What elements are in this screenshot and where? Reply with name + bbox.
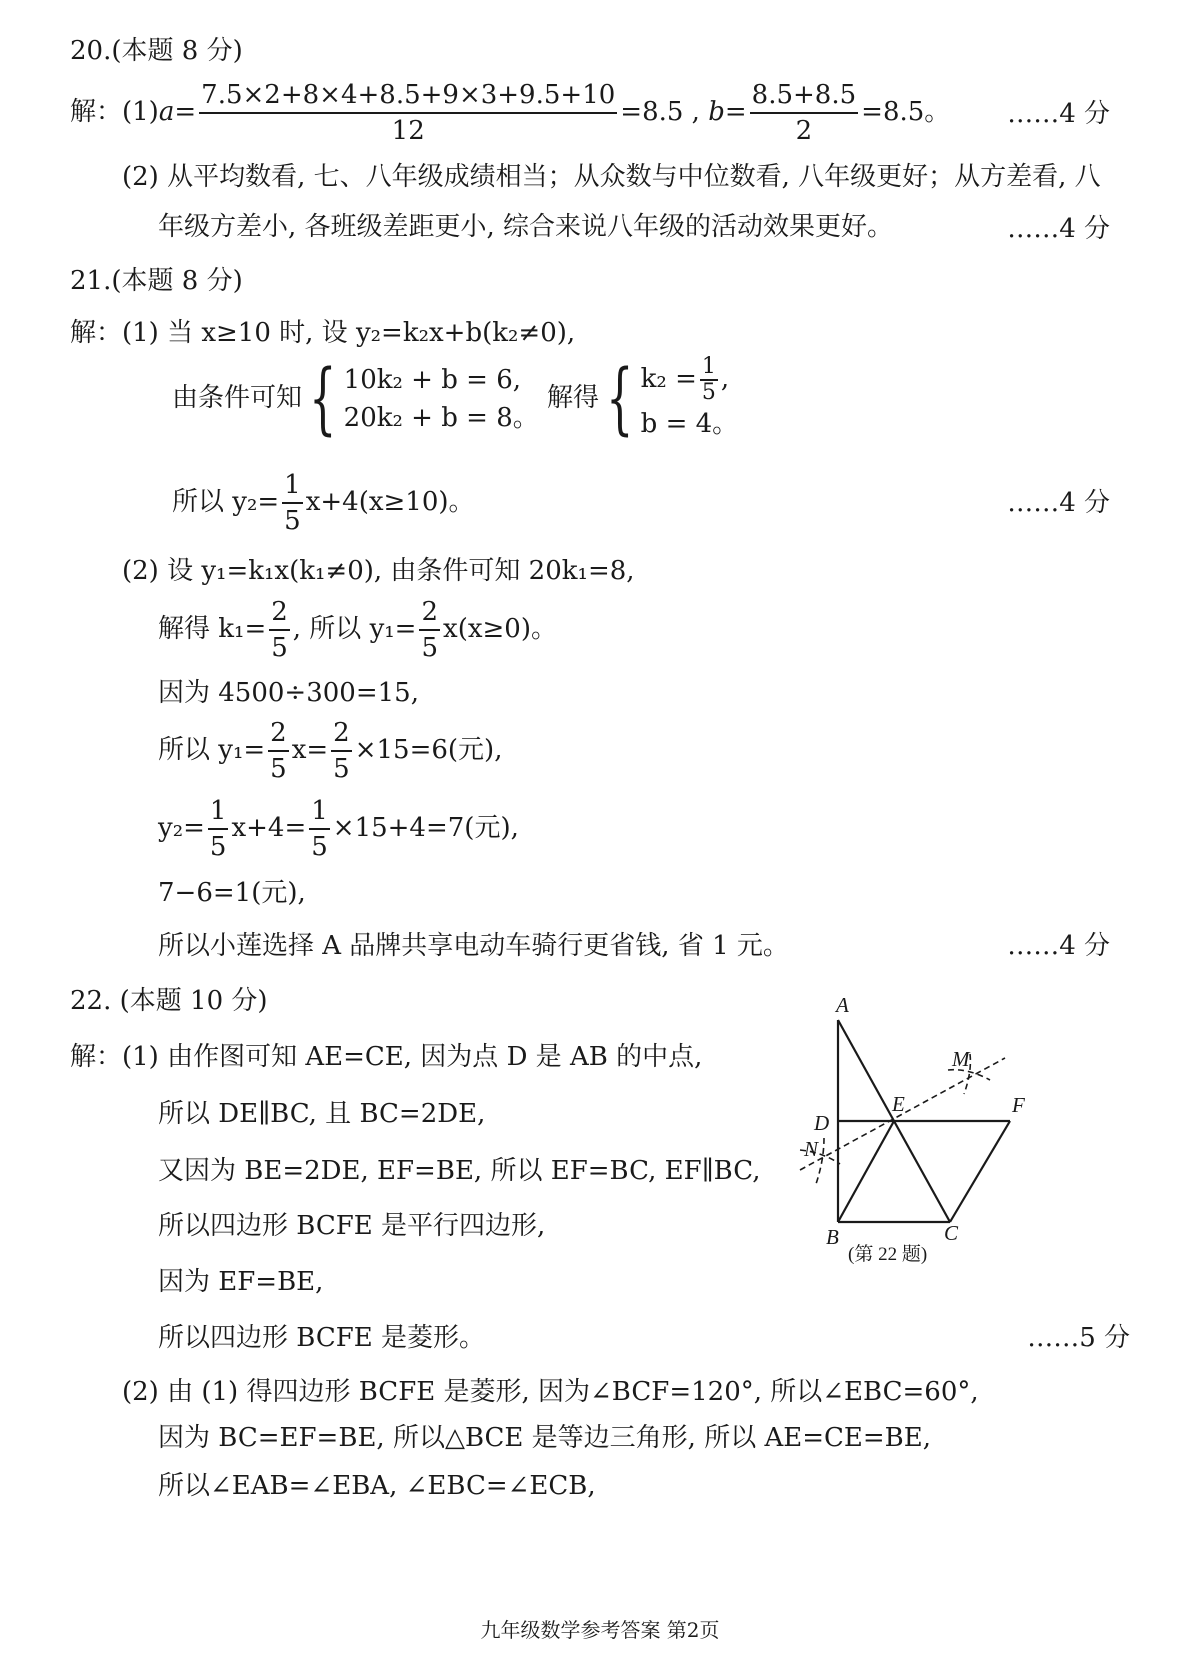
label-B: B bbox=[826, 1225, 839, 1249]
q21-line3-pre: 所以 y₂= bbox=[172, 487, 280, 517]
sys2-numerator: 1 bbox=[701, 354, 716, 379]
a-result: =8.5 , bbox=[620, 97, 700, 127]
q22-line6: 所以四边形 BCFE 是菱形。 bbox=[158, 1323, 486, 1353]
var-a: a bbox=[158, 97, 175, 127]
a-denominator: 12 bbox=[199, 112, 617, 148]
q21-line7-mid: x= bbox=[291, 735, 329, 765]
q21-score-2: ……4 分 bbox=[1007, 931, 1110, 961]
q21-line9: 7−6=1(元), bbox=[158, 878, 306, 908]
q21-line10: 所以小莲选择 A 品牌共享电动车骑行更省钱, 省 1 元。 bbox=[158, 931, 789, 961]
q21-line8-frac2 bbox=[309, 794, 330, 864]
q21-line5-num1: 2 bbox=[271, 597, 288, 627]
q20-score-2: ……4 分 bbox=[1007, 214, 1110, 244]
q21-line5-den2: 5 bbox=[419, 629, 440, 665]
label-N: N bbox=[804, 1137, 819, 1161]
q21-line8 bbox=[158, 794, 519, 864]
q21-line7-den2: 5 bbox=[331, 750, 352, 786]
sys2-eq-a-lhs: k₂ = bbox=[640, 364, 697, 394]
label-F: F bbox=[1012, 1093, 1025, 1117]
q21-line7-frac1 bbox=[268, 716, 289, 786]
q21-line8-den1: 5 bbox=[208, 828, 229, 864]
q21-system-mid: 解得 bbox=[547, 383, 600, 413]
b-numerator: 8.5+8.5 bbox=[751, 80, 857, 110]
label-E: E bbox=[892, 1092, 905, 1116]
q21-line1: 解：(1) 当 x≥10 时, 设 y₂=k₂x+b(k₂≠0), bbox=[70, 318, 576, 348]
q21-line7-frac2 bbox=[331, 716, 352, 786]
a-numerator: 7.5×2+8×4+8.5+9×3+9.5+10 bbox=[201, 80, 616, 110]
q21-line3-den: 5 bbox=[282, 502, 303, 538]
q21-line6: 因为 4500÷300=15, bbox=[158, 678, 419, 708]
q21-line3-post: x+4(x≥10)。 bbox=[305, 487, 475, 517]
equals-sign-b: = bbox=[724, 97, 747, 127]
q21-line7-num1: 2 bbox=[270, 718, 287, 748]
equals-sign: = bbox=[174, 97, 197, 127]
sys2-eq-a bbox=[640, 354, 730, 405]
segment-CF bbox=[950, 1121, 1010, 1222]
q21-line5-mid: , 所以 y₁= bbox=[292, 614, 417, 644]
q22-figure bbox=[780, 990, 1070, 1280]
q21-line8-num1: 1 bbox=[209, 796, 227, 826]
q21-line7 bbox=[158, 716, 502, 786]
q22-line2: 所以 DE∥BC, 且 BC=2DE, bbox=[158, 1099, 486, 1129]
q21-line3-fraction bbox=[282, 468, 303, 538]
q21-line3 bbox=[172, 468, 475, 538]
q20-title: 20.(本题 8 分) bbox=[70, 36, 243, 66]
q20-part2-line1: (2) 从平均数看, 七、八年级成绩相当；从众数与中位数看, 八年级更好；从方差看, 八 bbox=[122, 162, 1101, 192]
q21-line7-pre: 所以 y₁= bbox=[158, 735, 266, 765]
q21-line4: (2) 设 y₁=k₁x(k₁≠0), 由条件可知 20k₁=8, bbox=[122, 556, 635, 586]
q21-line8-pre: y₂= bbox=[158, 813, 205, 843]
q21-system-line bbox=[172, 355, 738, 443]
q22-title: 22. (本题 10 分) bbox=[70, 986, 268, 1016]
q21-line8-post: ×15+4=7(元), bbox=[332, 813, 519, 843]
q21-line7-post: ×15=6(元), bbox=[354, 735, 503, 765]
q21-line8-den2: 5 bbox=[309, 828, 330, 864]
figure-caption: (第 22 题) bbox=[848, 1244, 928, 1265]
q21-line5-den1: 5 bbox=[269, 629, 290, 665]
q22-line4: 所以四边形 BCFE 是平行四边形, bbox=[158, 1211, 546, 1241]
q20-part1-prefix: 解：(1) bbox=[70, 97, 159, 127]
q21-line7-den1: 5 bbox=[268, 750, 289, 786]
q21-line3-num: 1 bbox=[284, 470, 301, 500]
q22-line8: 因为 BC=EF=BE, 所以△BCE 是等边三角形, 所以 AE=CE=BE, bbox=[158, 1423, 932, 1453]
sys1-eq-b: 20k₂ + b = 8。 bbox=[343, 403, 539, 433]
q20-part1 bbox=[70, 78, 950, 148]
q21-line8-mid: x+4= bbox=[231, 813, 307, 843]
label-D: D bbox=[814, 1111, 830, 1135]
q21-system-2 bbox=[641, 355, 739, 443]
var-b: b bbox=[708, 97, 725, 127]
q21-line7-num2: 2 bbox=[333, 718, 350, 748]
label-A: A bbox=[836, 993, 849, 1017]
q21-line5-pre: 解得 k₁= bbox=[158, 614, 267, 644]
q21-line5-frac2 bbox=[419, 595, 440, 665]
q21-line5 bbox=[158, 595, 557, 665]
sys1-eq-a: 10k₂ + b = 6, bbox=[343, 365, 521, 395]
sys2-denominator: 5 bbox=[701, 380, 716, 405]
q21-line8-frac1 bbox=[208, 794, 229, 864]
sys2-eq-b: b = 4。 bbox=[640, 409, 739, 439]
q21-line8-num2: 1 bbox=[311, 796, 328, 826]
label-M: M bbox=[952, 1047, 970, 1071]
q22-line7: (2) 由 (1) 得四边形 BCFE 是菱形, 因为∠BCF=120°, 所以∠EBC=60°, bbox=[122, 1377, 979, 1407]
q21-system-prefix: 由条件可知 bbox=[172, 383, 303, 413]
page-footer: 九年级数学参考答案 第2页 bbox=[480, 1618, 720, 1642]
q22-line5: 因为 EF=BE, bbox=[158, 1267, 324, 1297]
b-fraction bbox=[750, 78, 858, 148]
left-brace-2: { bbox=[606, 354, 634, 444]
q22-line1: 解：(1) 由作图可知 AE=CE, 因为点 D 是 AB 的中点, bbox=[70, 1042, 703, 1072]
q21-title: 21.(本题 8 分) bbox=[70, 266, 243, 296]
q22-line9: 所以∠EAB=∠EBA, ∠EBC=∠ECB, bbox=[158, 1471, 596, 1501]
sys2-eq-a-post: , bbox=[720, 364, 730, 394]
b-denominator: 2 bbox=[750, 112, 858, 148]
q20-part2-line2: 年级方差小, 各班级差距更小, 综合来说八年级的活动效果更好。 bbox=[158, 212, 894, 242]
q21-line5-post: x(x≥0)。 bbox=[443, 614, 557, 644]
b-result: =8.5。 bbox=[861, 97, 951, 127]
q21-line5-num2: 2 bbox=[421, 597, 439, 627]
left-brace: { bbox=[309, 354, 337, 444]
q20-score-1: ……4 分 bbox=[1007, 99, 1110, 129]
q22-score-1: ……5 分 bbox=[1027, 1323, 1130, 1353]
q21-score-1: ……4 分 bbox=[1007, 488, 1110, 518]
sys2-fraction bbox=[700, 355, 718, 405]
q22-line3: 又因为 BE=2DE, EF=BE, 所以 EF=BC, EF∥BC, bbox=[158, 1156, 761, 1186]
q21-line5-frac1 bbox=[269, 595, 290, 665]
label-C: C bbox=[944, 1221, 959, 1245]
a-fraction bbox=[199, 78, 617, 148]
segment-BE bbox=[838, 1121, 894, 1222]
q21-system-1 bbox=[344, 361, 539, 437]
